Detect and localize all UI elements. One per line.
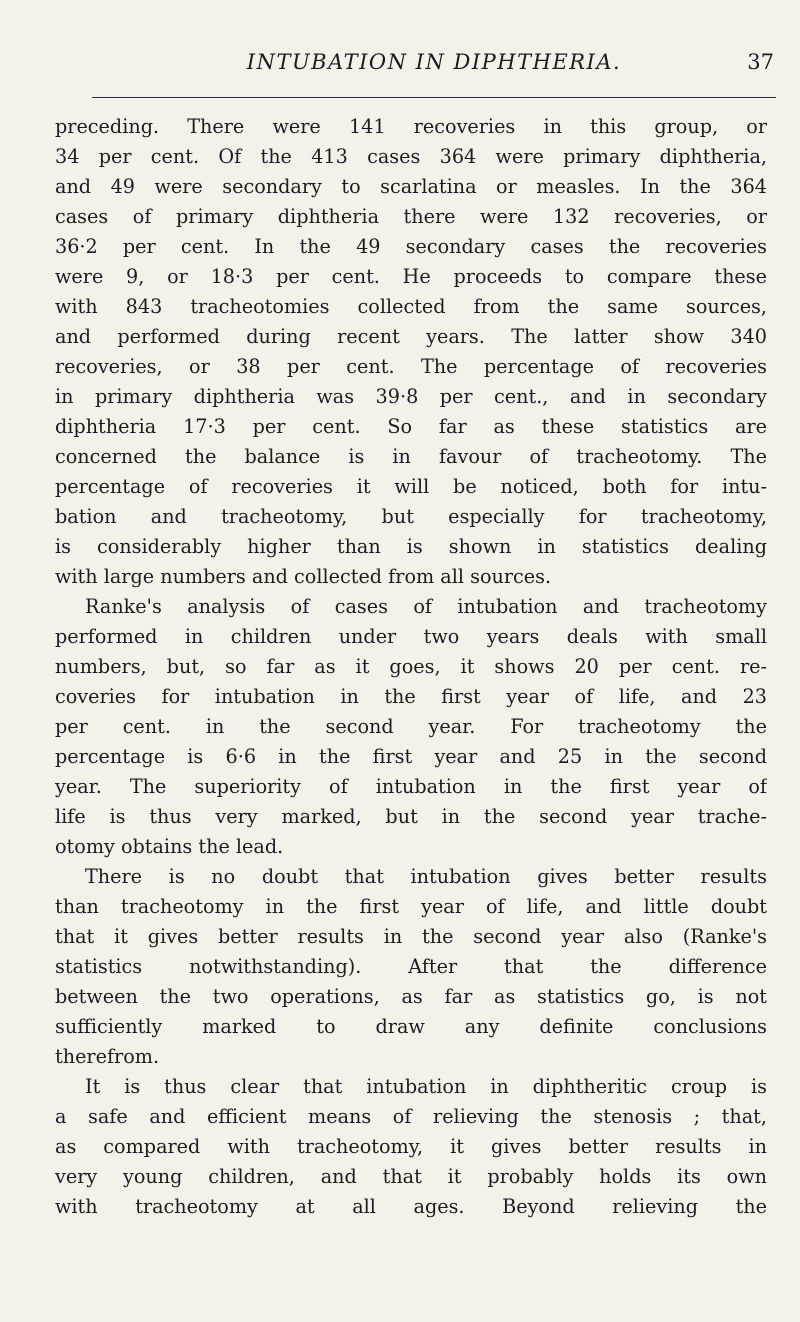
text-line: coveries for intubation in the first year of life, and 23 [55,685,767,708]
text-line: concerned the balance is in favour of tracheotomy. The [55,445,767,468]
text-line: diphtheria 17·3 per cent. So far as these statistics are [55,415,767,438]
text-line: numbers, but, so far as it goes, it shows 20 per cent. re- [55,655,767,678]
running-title: INTUBATION IN DIPHTHERIA. [246,50,622,74]
paragraph [55,592,767,862]
text-line: and 49 were secondary to scarlatina or measles. In the 364 [55,175,767,198]
text-line: and performed during recent years. The latter show 340 [55,325,767,348]
text-line: bation and tracheotomy, but especially for tracheotomy, [55,505,767,528]
text-line: between the two operations, as far as statistics go, is not [55,985,767,1008]
text-line: recoveries, or 38 per cent. The percentage of recoveries [55,355,767,378]
text-line: that it gives better results in the second year also (Ranke's [55,925,767,948]
text-line: performed in children under two years deals with small [55,625,767,648]
text-line: sufficiently marked to draw any definite conclusions [55,1015,767,1038]
paragraph [55,862,767,1072]
text-line: per cent. in the second year. For tracheotomy the [55,715,767,738]
text-line: statistics notwithstanding). After that the difference [55,955,767,978]
text-line: therefrom. [55,1045,160,1068]
text-line: is considerably higher than is shown in statistics dealing [55,535,767,558]
paragraph [55,1072,767,1222]
paragraph [55,112,767,592]
text-line: with tracheotomy at all ages. Beyond relieving the [55,1195,767,1218]
text-line: than tracheotomy in the first year of life, and little doubt [55,895,767,918]
text-line: as compared with tracheotomy, it gives better results in [55,1135,767,1158]
text-line: in primary diphtheria was 39·8 per cent., and in secondary [55,385,767,408]
text-line: were 9, or 18·3 per cent. He proceeds to compare these [55,265,767,288]
text-line: a safe and efficient means of relieving the stenosis ; that, [55,1105,767,1128]
text-line: 36·2 per cent. In the 49 secondary cases the recoveries [55,235,767,258]
text-line: 34 per cent. Of the 413 cases 364 were primary diphtheria, [55,145,767,168]
running-head [92,50,776,80]
text-line: with 843 tracheotomies collected from the same sources, [55,295,767,318]
text-line: cases of primary diphtheria there were 132 recoveries, or [55,205,767,228]
text-line: life is thus very marked, but in the second year trache- [55,805,767,828]
header-rule [92,97,776,98]
text-line: percentage of recoveries it will be noticed, both for intu- [55,475,767,498]
page-number: 37 [747,50,774,74]
text-line: otomy obtains the lead. [55,835,284,858]
body-text [55,112,767,1222]
text-line: with large numbers and collected from all sources. [55,565,552,588]
text-line: very young children, and that it probably holds its own [55,1165,767,1188]
text-line: preceding. There were 141 recoveries in this group, or [55,115,767,138]
text-line: There is no doubt that intubation gives better results [85,865,767,888]
text-line: It is thus clear that intubation in diphtheritic croup is [85,1075,767,1098]
text-line: year. The superiority of intubation in the first year of [55,775,767,798]
text-line: percentage is 6·6 in the first year and 25 in the second [55,745,767,768]
text-line: Ranke's analysis of cases of intubation and tracheotomy [85,595,767,618]
